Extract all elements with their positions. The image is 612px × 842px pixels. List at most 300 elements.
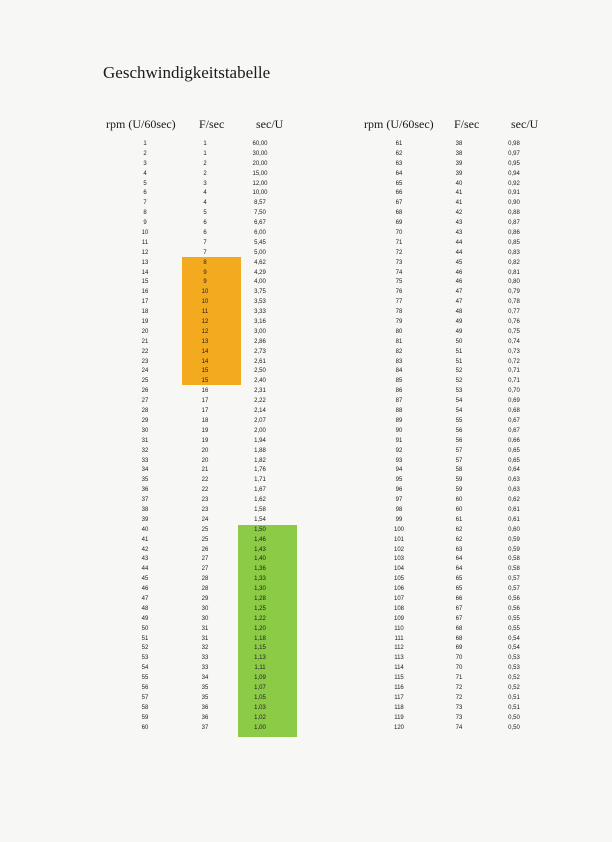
fsec-cell: 28 — [201, 586, 209, 593]
rpm-cell: 48 — [141, 605, 149, 612]
rpm-cell: 83 — [395, 358, 403, 365]
secu-cell: 1,94 — [254, 437, 266, 444]
fsec-cell: 70 — [455, 665, 463, 672]
secu-cell: 0,52 — [508, 675, 520, 682]
secu-cell: 3,16 — [254, 319, 266, 326]
rpm-cell: 5 — [143, 180, 147, 187]
rpm-cell: 21 — [141, 338, 149, 345]
rpm-cell: 33 — [141, 457, 149, 464]
fsec-cell: 49 — [455, 319, 463, 326]
rpm-cell: 70 — [395, 230, 403, 237]
rpm-cell: 2 — [143, 150, 147, 157]
fsec-cell: 17 — [201, 408, 209, 415]
fsec-cell: 56 — [455, 427, 463, 434]
fsec-cell: 2 — [203, 170, 207, 177]
secu-cell: 1,22 — [254, 615, 266, 622]
fsec-cell: 29 — [201, 595, 209, 602]
rpm-cell: 60 — [141, 724, 149, 731]
secu-cell: 10,00 — [252, 190, 268, 197]
secu-cell: 20,00 — [252, 160, 268, 167]
rpm-cell: 92 — [395, 447, 403, 454]
fsec-cell: 12 — [201, 328, 209, 335]
fsec-cell: 27 — [201, 556, 209, 563]
fsec-cell: 7 — [203, 239, 207, 246]
secu-cell: 5,45 — [254, 239, 266, 246]
rpm-cell: 85 — [395, 378, 403, 385]
fsec-cell: 70 — [455, 655, 463, 662]
secu-cell: 1,40 — [254, 556, 266, 563]
fsec-cell: 22 — [201, 487, 209, 494]
secu-cell: 0,98 — [508, 141, 520, 147]
fsec-cell: 18 — [201, 417, 209, 424]
fsec-cell: 67 — [455, 615, 463, 622]
secu-cell: 1,46 — [254, 536, 266, 543]
secu-cell: 1,05 — [254, 694, 266, 701]
secu-cell: 0,83 — [508, 249, 520, 256]
rpm-cell: 58 — [141, 704, 149, 711]
rpm-cell: 9 — [143, 220, 147, 227]
fsec-cell: 35 — [201, 684, 209, 691]
fsec-cell: 46 — [455, 279, 463, 286]
fsec-cell: 1 — [203, 150, 207, 157]
secu-cell: 1,50 — [254, 526, 266, 533]
secu-cell: 0,50 — [508, 724, 520, 731]
rpm-cell: 50 — [141, 625, 149, 632]
rpm-cell: 82 — [395, 348, 403, 355]
fsec-cell: 54 — [455, 408, 463, 415]
rpm-cell: 66 — [395, 190, 403, 197]
secu-cell: 0,81 — [508, 269, 520, 276]
secu-cell: 0,92 — [508, 180, 520, 187]
rpm-cell: 34 — [141, 467, 149, 474]
fsec-cell: 27 — [201, 566, 209, 573]
fsec-cell: 20 — [201, 457, 209, 464]
secu-cell: 0,79 — [508, 289, 520, 296]
rpm-cell: 81 — [395, 338, 403, 345]
fsec-cell: 60 — [455, 497, 463, 504]
secu-cell: 0,95 — [508, 160, 520, 167]
rpm-cell: 47 — [141, 595, 149, 602]
rpm-cell: 3 — [143, 160, 147, 167]
rpm-cell: 42 — [141, 546, 149, 553]
rpm-cell: 101 — [393, 536, 404, 543]
rpm-cell: 35 — [141, 477, 149, 484]
rpm-cell: 13 — [141, 259, 149, 266]
fsec-cell: 57 — [455, 457, 463, 464]
rpm-cell: 55 — [141, 675, 149, 682]
fsec-cell: 73 — [455, 714, 463, 721]
secu-cell: 0,71 — [508, 368, 520, 375]
rpm-cell: 20 — [141, 328, 149, 335]
rpm-cell: 30 — [141, 427, 149, 434]
rpm-cell: 26 — [141, 388, 149, 395]
fsec-cell: 10 — [201, 289, 209, 296]
fsec-cell: 68 — [455, 625, 463, 632]
rpm-cell: 63 — [395, 160, 403, 167]
secu-cell: 0,61 — [508, 516, 520, 523]
rpm-cell: 77 — [395, 299, 403, 306]
header-secu-left: sec/U — [256, 117, 284, 131]
fsec-cell: 25 — [201, 526, 209, 533]
fsec-cell: 72 — [455, 684, 463, 691]
secu-cell: 1,71 — [254, 477, 266, 484]
rpm-cell: 53 — [141, 655, 149, 662]
rpm-cell: 99 — [395, 516, 403, 523]
rpm-cell: 78 — [395, 309, 403, 316]
rpm-cell: 36 — [141, 487, 149, 494]
fsec-cell: 48 — [455, 309, 463, 316]
secu-cell: 6,67 — [254, 220, 266, 227]
fsec-cell: 23 — [201, 497, 209, 504]
rpm-cell: 67 — [395, 200, 403, 207]
secu-cell: 0,61 — [508, 506, 520, 513]
fsec-cell: 42 — [455, 210, 463, 217]
secu-cell: 0,65 — [508, 447, 520, 454]
rpm-cell: 69 — [395, 220, 403, 227]
rpm-cell: 6 — [143, 190, 147, 197]
secu-cell: 2,14 — [254, 408, 266, 415]
secu-cell: 0,63 — [508, 477, 520, 484]
secu-cell: 60,00 — [252, 141, 268, 147]
secu-cell: 0,65 — [508, 457, 520, 464]
page-title: Geschwindigkeitstabelle — [103, 63, 271, 82]
secu-cell: 4,00 — [254, 279, 266, 286]
rpm-cell: 45 — [141, 576, 149, 583]
secu-cell: 0,59 — [508, 546, 520, 553]
fsec-cell: 63 — [455, 546, 463, 553]
secu-cell: 0,91 — [508, 190, 520, 197]
fsec-cell: 34 — [201, 675, 209, 682]
fsec-cell: 15 — [201, 378, 209, 385]
rpm-cell: 56 — [141, 684, 149, 691]
fsec-cell: 39 — [455, 160, 463, 167]
rpm-cell: 4 — [143, 170, 147, 177]
fsec-cell: 11 — [201, 309, 209, 316]
fsec-cell: 33 — [201, 655, 209, 662]
rpm-cell: 29 — [141, 417, 149, 424]
secu-cell: 5,00 — [254, 249, 266, 256]
fsec-cell: 52 — [455, 378, 463, 385]
fsec-cell: 44 — [455, 249, 463, 256]
fsec-cell: 31 — [201, 625, 209, 632]
secu-cell: 0,70 — [508, 388, 520, 395]
rpm-cell: 80 — [395, 328, 403, 335]
rpm-cell: 11 — [141, 239, 149, 246]
secu-cell: 0,75 — [508, 328, 520, 335]
rpm-cell: 51 — [141, 635, 149, 642]
secu-cell: 2,07 — [254, 417, 266, 424]
secu-cell: 1,13 — [254, 655, 266, 662]
fsec-cell: 47 — [455, 299, 463, 306]
rpm-cell: 102 — [393, 546, 404, 553]
rpm-cell: 93 — [395, 457, 403, 464]
fsec-cell: 49 — [455, 328, 463, 335]
fsec-cell: 45 — [455, 259, 463, 266]
fsec-cell: 37 — [201, 724, 209, 731]
rpm-cell: 107 — [393, 595, 404, 602]
rpm-cell: 7 — [143, 200, 147, 207]
fsec-cell: 69 — [455, 645, 463, 652]
rpm-cell: 114 — [394, 665, 404, 672]
fsec-cell: 65 — [455, 576, 463, 583]
rpm-cell: 96 — [395, 487, 403, 494]
fsec-cell: 10 — [201, 299, 209, 306]
fsec-cell: 17 — [201, 398, 209, 405]
secu-cell: 0,72 — [508, 358, 520, 365]
fsec-cell: 39 — [455, 170, 463, 177]
fsec-cell: 46 — [455, 269, 463, 276]
fsec-cell: 58 — [455, 467, 463, 474]
rpm-cell: 104 — [393, 566, 404, 573]
secu-cell: 0,76 — [508, 319, 520, 326]
secu-cell: 1,54 — [254, 516, 266, 523]
secu-cell: 0,67 — [508, 427, 520, 434]
fsec-cell: 26 — [201, 546, 209, 553]
rpm-cell: 22 — [141, 348, 149, 355]
rpm-cell: 40 — [141, 526, 149, 533]
rpm-cell: 112 — [394, 645, 404, 652]
fsec-cell: 4 — [203, 190, 207, 197]
rpm-cell: 109 — [393, 615, 404, 622]
secu-cell: 0,69 — [508, 398, 520, 405]
secu-cell: 12,00 — [252, 180, 268, 187]
fsec-cell: 41 — [455, 190, 463, 197]
rpm-cell: 18 — [141, 309, 149, 316]
secu-cell: 1,36 — [254, 566, 266, 573]
rpm-cell: 23 — [141, 358, 149, 365]
rpm-cell: 91 — [395, 437, 403, 444]
fsec-cell: 23 — [201, 506, 209, 513]
fsec-cell: 43 — [455, 230, 463, 237]
rpm-cell: 74 — [395, 269, 403, 276]
secu-cell: 0,51 — [508, 704, 520, 711]
rpm-cell: 17 — [141, 299, 149, 306]
secu-cell: 1,88 — [254, 447, 266, 454]
fsec-cell: 62 — [455, 536, 463, 543]
rpm-cell: 46 — [141, 586, 149, 593]
fsec-cell: 52 — [455, 368, 463, 375]
rpm-cell: 27 — [141, 398, 149, 405]
fsec-cell: 38 — [455, 141, 463, 147]
fsec-cell: 36 — [201, 704, 209, 711]
secu-cell: 0,67 — [508, 417, 520, 424]
secu-cell: 0,60 — [508, 526, 520, 533]
secu-cell: 0,68 — [508, 408, 520, 415]
fsec-cell: 8 — [203, 259, 207, 266]
header-rpm-left: rpm (U/60sec) — [106, 117, 176, 131]
rpm-cell: 65 — [395, 180, 403, 187]
rpm-cell: 84 — [395, 368, 403, 375]
secu-cell: 1,20 — [254, 625, 266, 632]
rpm-cell: 71 — [395, 239, 403, 246]
rpm-cell: 31 — [141, 437, 149, 444]
secu-cell: 1,15 — [254, 645, 266, 652]
secu-cell: 0,87 — [508, 220, 520, 227]
rpm-cell: 73 — [395, 259, 403, 266]
fsec-cell: 35 — [201, 694, 209, 701]
secu-cell: 0,53 — [508, 655, 520, 662]
fsec-cell: 15 — [201, 368, 209, 375]
secu-cell: 0,82 — [508, 259, 520, 266]
secu-cell: 0,85 — [508, 239, 520, 246]
secu-cell: 0,74 — [508, 338, 520, 345]
secu-cell: 4,62 — [254, 259, 266, 266]
rpm-cell: 15 — [141, 279, 149, 286]
rpm-cell: 106 — [393, 586, 404, 593]
fsec-cell: 9 — [203, 269, 207, 276]
rpm-cell: 41 — [141, 536, 149, 543]
secu-cell: 0,54 — [508, 635, 520, 642]
fsec-cell: 6 — [203, 230, 207, 237]
fsec-cell: 4 — [203, 200, 207, 207]
fsec-cell: 56 — [455, 437, 463, 444]
secu-cell: 3,75 — [254, 289, 266, 296]
rpm-cell: 108 — [393, 605, 404, 612]
secu-cell: 2,73 — [254, 348, 266, 355]
header-secu-right: sec/U — [511, 117, 539, 131]
fsec-cell: 61 — [455, 516, 463, 523]
fsec-cell: 20 — [201, 447, 209, 454]
fsec-cell: 9 — [203, 279, 207, 286]
secu-cell: 0,58 — [508, 566, 520, 573]
fsec-cell: 51 — [455, 348, 463, 355]
secu-cell: 0,59 — [508, 536, 520, 543]
fsec-cell: 33 — [201, 665, 209, 672]
secu-cell: 0,54 — [508, 645, 520, 652]
fsec-cell: 41 — [455, 200, 463, 207]
rpm-cell: 97 — [395, 497, 403, 504]
secu-cell: 0,55 — [508, 625, 520, 632]
secu-cell: 3,53 — [254, 299, 266, 306]
fsec-cell: 32 — [201, 645, 209, 652]
secu-cell: 0,94 — [508, 170, 520, 177]
rpm-cell: 59 — [141, 714, 149, 721]
secu-cell: 1,58 — [254, 506, 266, 513]
rpm-cell: 52 — [141, 645, 149, 652]
fsec-cell: 16 — [201, 388, 209, 395]
secu-cell: 2,00 — [254, 427, 266, 434]
rpm-cell: 49 — [141, 615, 149, 622]
rpm-cell: 16 — [141, 289, 149, 296]
rpm-cell: 110 — [394, 625, 404, 632]
fsec-cell: 1 — [203, 141, 207, 147]
fsec-cell: 13 — [201, 338, 209, 345]
rpm-cell: 62 — [395, 150, 403, 157]
secu-cell: 0,88 — [508, 210, 520, 217]
secu-cell: 0,55 — [508, 615, 520, 622]
rpm-cell: 116 — [394, 684, 404, 691]
secu-cell: 1,02 — [254, 714, 266, 721]
secu-cell: 2,22 — [254, 398, 266, 405]
secu-cell: 0,90 — [508, 200, 520, 207]
secu-cell: 0,80 — [508, 279, 520, 286]
rpm-cell: 75 — [395, 279, 403, 286]
fsec-cell: 59 — [455, 477, 463, 484]
fsec-cell: 38 — [455, 150, 463, 157]
rpm-cell: 64 — [395, 170, 403, 177]
rpm-cell: 37 — [141, 497, 149, 504]
fsec-cell: 64 — [455, 556, 463, 563]
rpm-cell: 100 — [393, 526, 404, 533]
rpm-cell: 95 — [395, 477, 403, 484]
secu-cell: 6,00 — [254, 230, 266, 237]
fsec-cell: 12 — [201, 319, 209, 326]
secu-cell: 1,09 — [254, 675, 266, 682]
rpm-cell: 19 — [141, 319, 149, 326]
fsec-cell: 14 — [201, 348, 209, 355]
fsec-cell: 67 — [455, 605, 463, 612]
fsec-cell: 31 — [201, 635, 209, 642]
rpm-cell: 90 — [395, 427, 403, 434]
fsec-cell: 25 — [201, 536, 209, 543]
fsec-cell: 64 — [455, 566, 463, 573]
secu-cell: 0,73 — [508, 348, 520, 355]
secu-cell: 1,43 — [254, 546, 266, 553]
secu-cell: 0,56 — [508, 605, 520, 612]
secu-cell: 0,62 — [508, 497, 520, 504]
secu-cell: 0,86 — [508, 230, 520, 237]
secu-cell: 1,67 — [254, 487, 266, 494]
secu-cell: 2,86 — [254, 338, 266, 345]
fsec-cell: 60 — [455, 506, 463, 513]
rpm-cell: 39 — [141, 516, 149, 523]
fsec-cell: 43 — [455, 220, 463, 227]
header-fsec-right: F/sec — [454, 117, 480, 131]
fsec-cell: 73 — [455, 704, 463, 711]
secu-cell: 0,66 — [508, 437, 520, 444]
fsec-cell: 71 — [455, 675, 463, 682]
secu-cell: 1,30 — [254, 586, 266, 593]
secu-cell: 1,76 — [254, 467, 266, 474]
secu-cell: 0,77 — [508, 309, 520, 316]
secu-cell: 0,57 — [508, 586, 520, 593]
fsec-cell: 14 — [201, 358, 209, 365]
rpm-cell: 10 — [141, 230, 149, 237]
secu-cell: 7,50 — [254, 210, 266, 217]
secu-cell: 2,31 — [254, 388, 266, 395]
secu-cell: 1,03 — [254, 704, 266, 711]
rpm-cell: 103 — [393, 556, 404, 563]
secu-cell: 2,40 — [254, 378, 266, 385]
secu-cell: 8,57 — [254, 200, 266, 207]
secu-cell: 1,33 — [254, 576, 266, 583]
fsec-cell: 66 — [455, 595, 463, 602]
fsec-cell: 68 — [455, 635, 463, 642]
fsec-cell: 36 — [201, 714, 209, 721]
fsec-cell: 47 — [455, 289, 463, 296]
fsec-cell: 5 — [203, 210, 207, 217]
fsec-cell: 21 — [201, 467, 209, 474]
rpm-cell: 105 — [393, 576, 404, 583]
fsec-cell: 28 — [201, 576, 209, 583]
rpm-cell: 28 — [141, 408, 149, 415]
secu-cell: 1,82 — [254, 457, 266, 464]
fsec-cell: 19 — [201, 427, 209, 434]
fsec-cell: 53 — [455, 388, 463, 395]
secu-cell: 1,00 — [254, 724, 266, 731]
rpm-cell: 117 — [394, 694, 404, 701]
rpm-cell: 43 — [141, 556, 149, 563]
rpm-cell: 24 — [141, 368, 149, 375]
rpm-cell: 32 — [141, 447, 149, 454]
fsec-cell: 74 — [455, 724, 463, 731]
secu-cell: 2,61 — [254, 358, 266, 365]
secu-cell: 1,28 — [254, 595, 266, 602]
rpm-cell: 79 — [395, 319, 403, 326]
secu-cell: 0,64 — [508, 467, 520, 474]
fsec-cell: 7 — [203, 249, 207, 256]
secu-cell: 1,11 — [254, 665, 266, 672]
